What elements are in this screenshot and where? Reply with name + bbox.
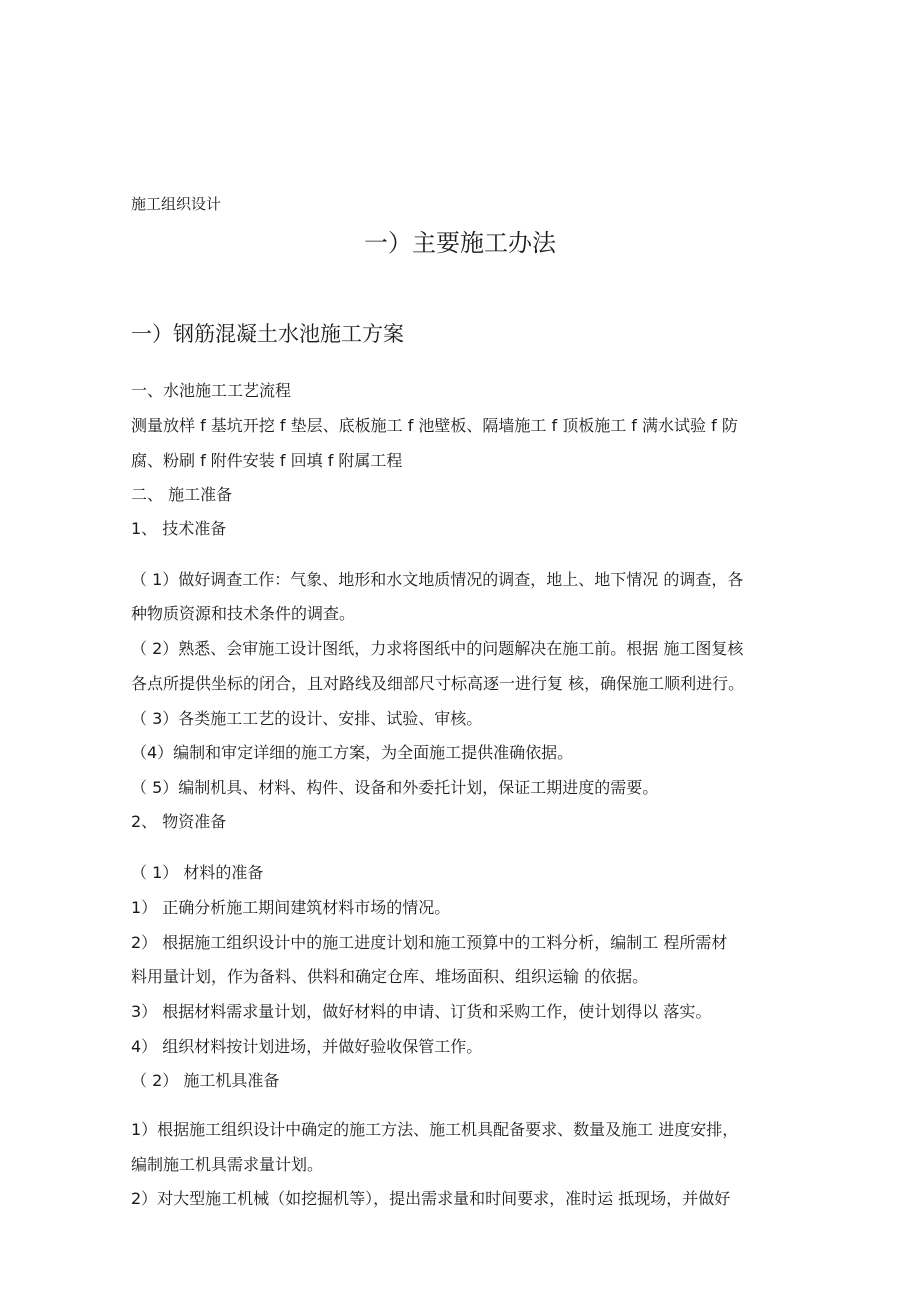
- heading-construction-prep: 二、 施工准备: [131, 485, 233, 504]
- list-item-line: 3） 根据材料需求量计划，做好材料的申请、订货和采购工作，使计划得以 落实。: [131, 1002, 712, 1021]
- list-item-line: 2） 根据施工组织设计中的施工进度计划和施工预算中的工料分析，编制工 程所需材: [131, 933, 728, 952]
- list-item-line: 2）对大型施工机械（如挖掘机等），提出需求量和时间要求，准时运 抵现场，并做好: [131, 1189, 731, 1208]
- list-item-line: 种物质资源和技术条件的调查。: [131, 604, 356, 623]
- heading-process-flow: 一、水池施工工艺流程: [131, 381, 292, 400]
- subheading-materials: （ 1） 材料的准备: [131, 863, 264, 882]
- list-item-line: 1） 正确分析施工期间建筑材料市场的情况。: [131, 898, 451, 917]
- list-item-line: （ 3）各类施工工艺的设计、安排、试验、审核。: [131, 709, 483, 728]
- list-item-line: 各点所提供坐标的闭合，且对路线及细部尺寸标高逐一进行复 核，确保施工顺利进行。: [131, 674, 745, 693]
- paragraph-line: 腐、粉刷 f 附件安装 f 回填 f 附属工程: [131, 451, 403, 470]
- list-item-line: 1）根据施工组织设计中确定的施工方法、施工机具配备要求、数量及施工 进度安排，: [131, 1120, 739, 1139]
- document-label: 施工组织设计: [131, 195, 222, 213]
- list-item-line: （4）编制和审定详细的施工方案，为全面施工提供准确依据。: [131, 743, 574, 762]
- section-title: 一）钢筋混凝土水池施工方案: [131, 322, 404, 346]
- paragraph-line: 测量放样 f 基坑开挖 f 垫层、底板施工 f 池壁板、隔墙施工 f 顶板施工 f 满水试验 f 防: [131, 416, 738, 435]
- page-title: 一）主要施工办法: [364, 229, 556, 257]
- list-item-line: （ 5）编制机具、材料、构件、设备和外委托计划，保证工期进度的需要。: [131, 778, 659, 797]
- heading-material-prep: 2、 物资准备: [131, 812, 227, 831]
- list-item-line: 编制施工机具需求量计划。: [131, 1155, 324, 1174]
- list-item-line: 料用量计划，作为备料、供料和确定仓库、堆场面积、组织运输 的依据。: [131, 967, 649, 986]
- heading-technical-prep: 1、 技术准备: [131, 519, 227, 538]
- list-item-line: （ 1）做好调查工作：气象、地形和水文地质情况的调查，地上、地下情况 的调查，各: [131, 570, 744, 589]
- list-item-line: 4） 组织材料按计划进场，并做好验收保管工作。: [131, 1037, 483, 1056]
- list-item-line: （ 2）熟悉、会审施工设计图纸，力求将图纸中的问题解决在施工前。根据 施工图复核: [131, 639, 744, 658]
- subheading-machinery: （ 2） 施工机具准备: [131, 1071, 280, 1090]
